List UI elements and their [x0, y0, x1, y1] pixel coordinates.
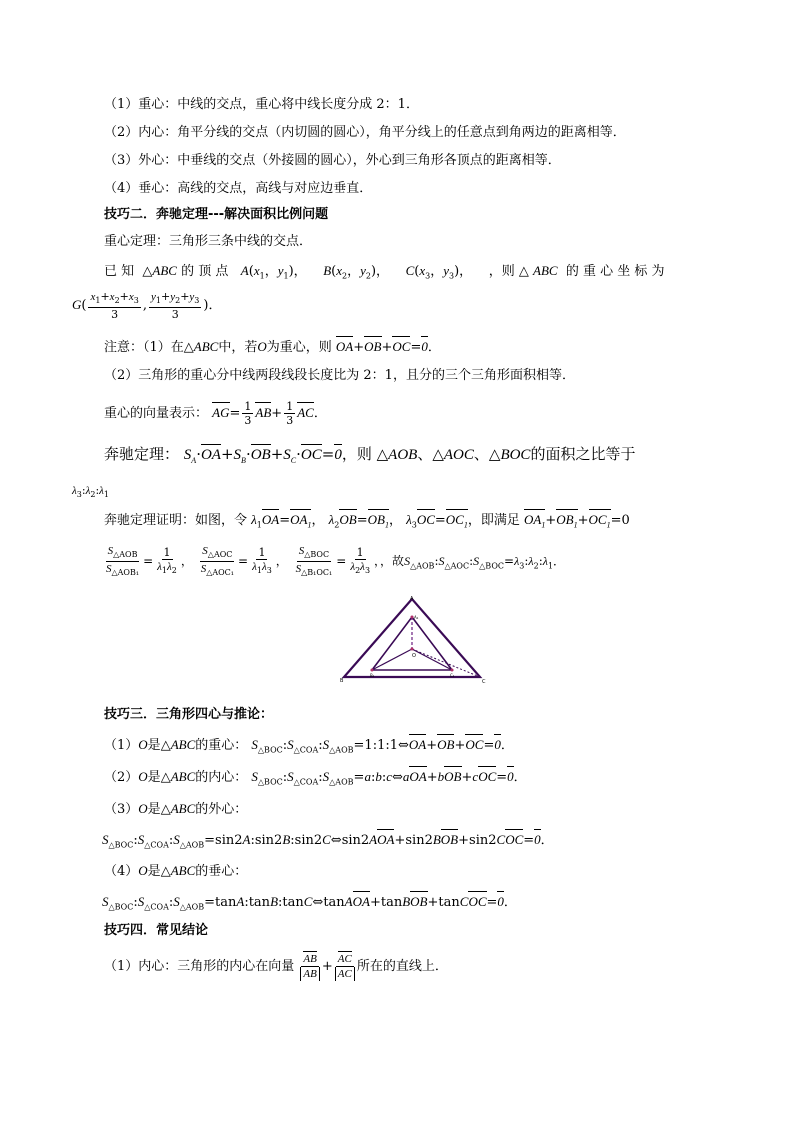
circumcenter-definition: （3）外心：中垂线的交点（外接圆的圆心），外心到三角形各顶点的距离相等． [104, 153, 561, 168]
four-centers-1: （1）O是△ABC的重心： $S_{\triangle BOC}:S_{\triangle COA}:S_{\triangle AOB}=1:1:1\Leftrightarrow OA+OB+OC=0$． [104, 737, 514, 755]
four-centers-2: （2）O是△ABC的内心： $S_{\triangle BOC}:S_{\triangle COA}:S_{\triangle AOB}=a:b:c\Leftrightarrow aOA+bOB+cOC=0$． [104, 769, 527, 787]
benz-ratio: $\lambda_3:\lambda_2:\lambda_1$ [72, 484, 110, 500]
label-a1: A₁ [414, 615, 419, 620]
section-2-title: 技巧二．奔驰定理---解决面积比例问题 [104, 207, 329, 222]
section-3-title: 技巧三．三角形四心与推论： [104, 707, 274, 722]
label-c1: C₁ [450, 673, 455, 678]
centroid-coords-line: 已 知 △ABC 的 顶 点 $A(x_1$，$y_1$)， $B(x_2$，$y_2$)， $C(x_3$，$y_3$)， ，则 △ ABC 的 重 心 坐 标 为 [104, 263, 665, 281]
benz-proof: 奔驰定理证明：如图，令 $\lambda_1OA=OA_1$， $\lambda_2OB=OB_1$， $\lambda_3OC=OC_1$，即满足 $OA_1+OB_1+OC_1=0$ [104, 511, 630, 535]
centroid-vector: 重心的向量表示： AG= $\frac{1}{3}$ AB+ $\frac{1}{3}$ AC． [104, 400, 327, 427]
label-o: O [412, 653, 416, 659]
centroid-formula: G( $\frac{x_1+x_2+x_3}{3}$ , $\frac{y_1+y_2+y_3}{3}$ )． [72, 290, 222, 322]
triangle-figure [340, 595, 490, 687]
centroid-theorem: 重心定理：三角形三条中线的交点． [104, 234, 313, 249]
four-centers-3: （3）O是△ABC的外心： [104, 801, 248, 817]
section-4-title: 技巧四．常见结论 [104, 923, 209, 938]
note-1: 注意：（1）在△ABC中，若O为重心，则 OA+OB+OC=0． [104, 339, 441, 355]
label-a: A [410, 596, 414, 602]
four-centers-3-formula: $S_{\triangle BOC}:S_{\triangle COA}:S_{\triangle AOB}=\sin 2A:\sin 2B:\sin 2C\Leftrightarrow\sin 2AOA+\sin 2BOB+\sin 2COC=0$． [102, 832, 554, 850]
centroid-definition: （1）重心：中线的交点，重心将中线长度分成 2：1． [104, 97, 419, 112]
note-2: （2）三角形的重心分中线两段线段长度比为 2：1，且分的三个三角形面积相等． [104, 368, 575, 383]
area-ratios: $\frac{S_{\triangle AOB}}{S_{\triangle AOB_1}}$ = $\frac{1}{\lambda_1\lambda_2}$ ， $\frac{S_{\triangle AOC}}{S_{\triangle AOC_1}}$ = $\frac{1}{\lambda_1\lambda_3}$ ， $\frac{S_{\triangle BOC}}{S_{\triangle B_1OC_1}}$ = $\frac{1}{\lambda_2\lambda_3}$ ，，故$S_{\triangle AOB}:S_{\triangle AOC}:S_{\triangle BOC}=\lambda_3:\lambda_2:\lambda_1$． [106, 545, 566, 578]
four-centers-4: （4）O是△ABC的垂心： [104, 863, 248, 879]
orthocenter-definition: （4）垂心：高线的交点，高线与对应边垂直． [104, 181, 373, 196]
label-c: C [482, 679, 486, 685]
incenter-definition: （2）内心：角平分线的交点（内切圆的圆心），角平分线上的任意点到角两边的距离相等． [104, 125, 626, 140]
label-b1: B₁ [370, 673, 375, 678]
conclusion-1: （1）内心：三角形的内心在向量 $\frac{AB}{AB}$ + $\frac{AC}{AC}$ 所在的直线上． [104, 953, 448, 980]
label-b: B [340, 678, 344, 684]
benz-theorem: 奔驰定理： $S_A\cdot OA+S_B\cdot OB+S_C\cdot OC=0$，则 △AOB、△AOC、△BOC的面积之比等于 [104, 445, 636, 465]
four-centers-4-formula: $S_{\triangle BOC}:S_{\triangle COA}:S_{\triangle AOB}=\tan A:\tan B:\tan C\Leftrightarrow tanAOA+tanBOB+tanCOC=0$． [102, 894, 517, 912]
